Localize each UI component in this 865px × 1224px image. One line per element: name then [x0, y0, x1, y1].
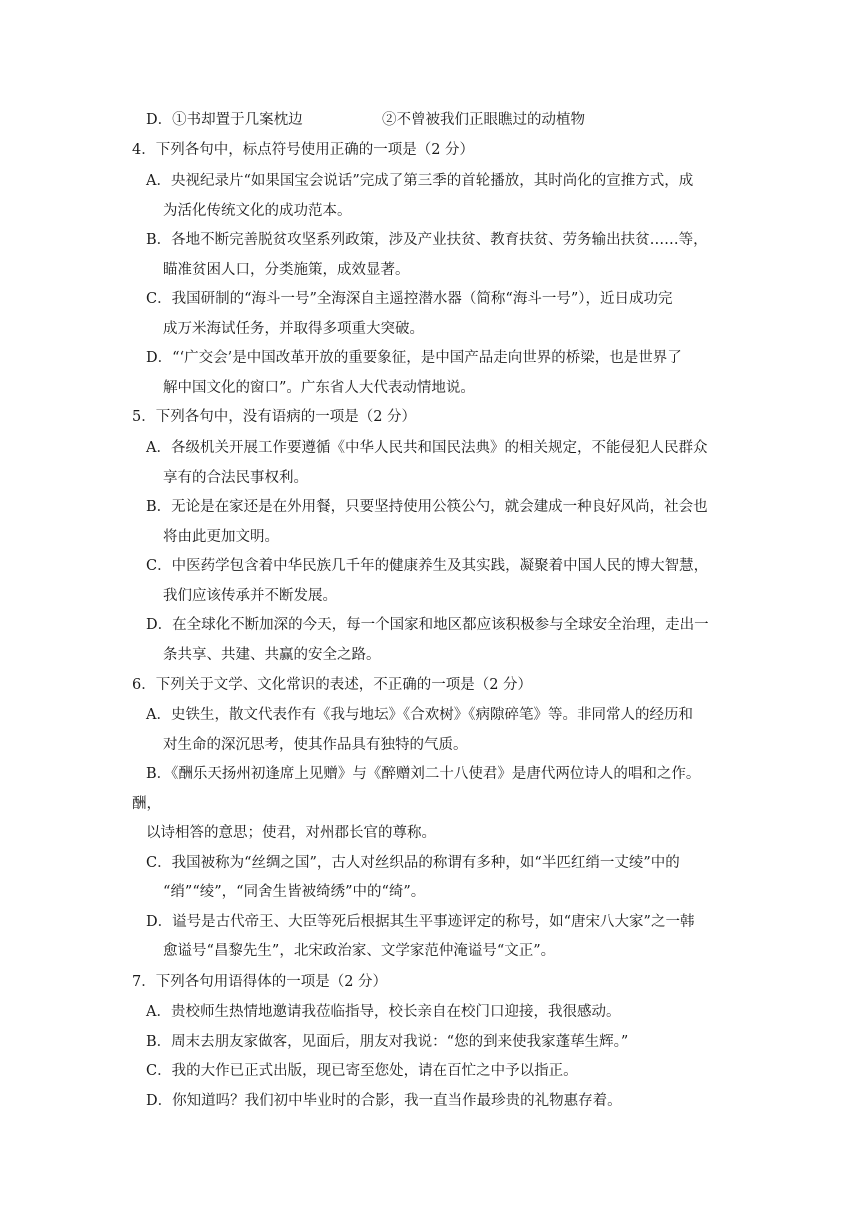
q7-option-b: B．周末去朋友家做客，见面后，朋友对我说：“您的到来使我家蓬荜生辉。”: [146, 1034, 629, 1050]
q6-option-a-cont: 对生命的深沉思考，使其作品具有独特的气质。: [163, 737, 468, 753]
q4-stem: 4．下列各句中，标点符号使用正确的一项是（2 分）: [132, 142, 475, 158]
q6-option-a: A．史铁生，散文代表作有《我与地坛》《合欢树》《病隙碎笔》等。非同常人的经历和: [146, 707, 693, 723]
q3-option-d-part2: ②不曾被我们正眼瞧过的动植物: [382, 112, 585, 128]
q7-stem: 7．下列各句用语得体的一项是（2 分）: [132, 974, 388, 990]
q6-stem: 6．下列关于文学、文化常识的表述，不正确的一项是（2 分）: [132, 677, 533, 693]
q5-option-b-cont: 将由此更加文明。: [163, 529, 279, 545]
q5-option-a-cont: 享有的合法民事权利。: [163, 470, 308, 486]
q5-option-d-cont: 条共享、共建、共赢的安全之路。: [163, 647, 381, 663]
q4-option-a: A．央视纪录片“如果国宝会说话”完成了第三季的首轮播放，其时尚化的宣推方式，成: [146, 173, 694, 189]
q5-option-c-cont: 我们应该传承并不断发展。: [163, 588, 337, 604]
q4-option-d-cont: 解中国文化的窗口”。广东省人大代表动情地说。: [163, 380, 475, 396]
q4-option-d: D．“‘广交会’是中国改革开放的重要象征，是中国产品走向世界的桥梁，也是世界了: [146, 350, 682, 366]
q6-option-b-wrap: 酬，: [132, 796, 161, 812]
q4-option-a-cont: 为活化传统文化的成功范本。: [163, 203, 352, 219]
q4-option-c: C．我国研制的“海斗一号”全海深自主遥控潜水器（简称“海斗一号”），近日成功完: [146, 291, 673, 307]
q4-option-b-cont: 瞄准贫困人口，分类施策，成效显著。: [163, 262, 410, 278]
q6-option-d-cont: 愈谥号“昌黎先生”，北宋政治家、文学家范仲淹谥号“文正”。: [163, 943, 556, 959]
q5-option-d: D．在全球化不断加深的今天，每一个国家和地区都应该积极参与全球安全治理，走出一: [146, 617, 709, 633]
q7-option-a: A．贵校师生热情地邀请我莅临指导，校长亲自在校门口迎接，我很感动。: [146, 1004, 621, 1020]
q6-option-c-cont: “绡”“绫”，“同舍生皆被绮绣”中的“绮”。: [163, 884, 426, 900]
q5-option-b: B．无论是在家还是在外用餐，只要坚持使用公筷公勺，就会建成一种良好风尚，社会也: [146, 499, 708, 515]
q4-option-c-cont: 成万米海试任务，并取得多项重大突破。: [163, 321, 424, 337]
q6-option-b: B．《酬乐天扬州初逢席上见赠》与《醉赠刘二十八使君》是唐代两位诗人的唱和之作。: [146, 766, 701, 782]
q4-option-b: B．各地不断完善脱贫攻坚系列政策，涉及产业扶贫、教育扶贫、劳务输出扶贫……等，: [146, 232, 708, 248]
q6-option-d: D．谥号是古代帝王、大臣等死后根据其生平事迹评定的称号，如“唐宋八大家”之一韩: [146, 914, 695, 930]
q7-option-d: D．你知道吗？我们初中毕业时的合影，我一直当作最珍贵的礼物惠存着。: [146, 1093, 622, 1109]
q7-option-c: C．我的大作已正式出版，现已寄至您处，请在百忙之中予以指正。: [146, 1063, 578, 1079]
q5-option-a: A．各级机关开展工作要遵循《中华人民共和国民法典》的相关规定，不能侵犯人民群众: [146, 440, 708, 456]
q3-option-d-part1: D．①书却置于几案枕边: [146, 112, 303, 128]
q6-option-b-cont: 以诗相答的意思；使君，对州郡长官的尊称。: [146, 825, 436, 841]
q6-option-c: C．我国被称为“丝绸之国”，古人对丝织品的称谓有多种，如“半匹红绡一丈绫”中的: [146, 855, 680, 871]
q5-stem: 5．下列各句中，没有语病的一项是（2 分）: [132, 409, 417, 425]
q5-option-c: C．中医药学包含着中华民族几千年的健康养生及其实践，凝聚着中国人民的博大智慧，: [146, 558, 709, 574]
